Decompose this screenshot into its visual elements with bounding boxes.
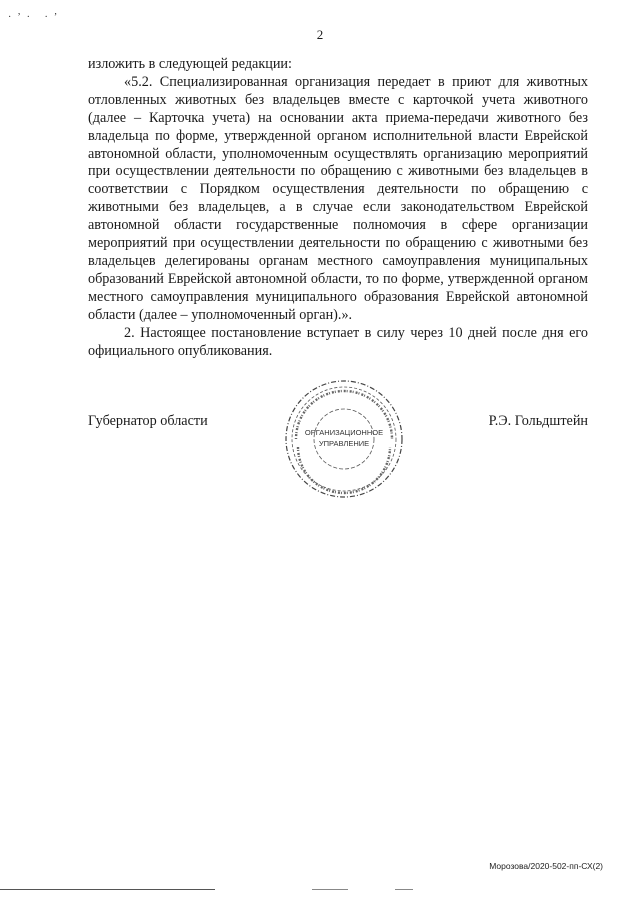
file-reference: Морозова/2020-502-пп-СХ(2) (489, 861, 603, 871)
paragraph-intro: изложить в следующей редакции: (88, 56, 292, 72)
paragraph-effective-date: 2. Настоящее постановление вступает в силу через 10 дней после дня его официального опубликования. (88, 324, 588, 359)
stamp-center-text (282, 427, 406, 449)
stamp-text-line-1: ОРГАНИЗАЦИОННОЕ (304, 428, 384, 437)
page-number: 2 (316, 27, 324, 42)
corner-marks: ·’· ·’ (8, 12, 64, 23)
official-stamp (282, 377, 406, 501)
document-body (88, 56, 588, 360)
paragraph-clause-5-2: «5.2. Специализированная организация передает в приют для животных отловленных животных без владельцев вместе с карточкой учета животного (далее – Карточка учета) на основании акта приема-передачи животного без владельца по форме, утвержденной органом исполнительной власти Еврейской автономной области, уполномоченным осуществлять организацию мероприятий при осуществлении деятельности по обращению с животными без владельцев в соответствии с Порядком осуществления деятельности по обращению с животными без владельцев, а в случае если законодательством Еврейской автономной области государственные полномочия в сфере организации мероприятий при осуществлении деятельности по обращению с животными без владельцев делегированы органам местного самоуправления муниципальных образований Еврейской автономной области, то по форме, утвержденной органом местного самоуправления муниципального образования Еврейской автономной области (далее – уполномоченный орган).». (88, 73, 588, 323)
footer-rule-mid (312, 889, 348, 890)
footer-rule-mark (395, 889, 413, 890)
footer-rule-left (0, 889, 215, 890)
signatory-name: Р.Э. Гольдштейн (488, 413, 588, 429)
signatory-title: Губернатор области (88, 413, 208, 429)
stamp-text-line-2: УПРАВЛЕНИЕ (318, 439, 370, 448)
